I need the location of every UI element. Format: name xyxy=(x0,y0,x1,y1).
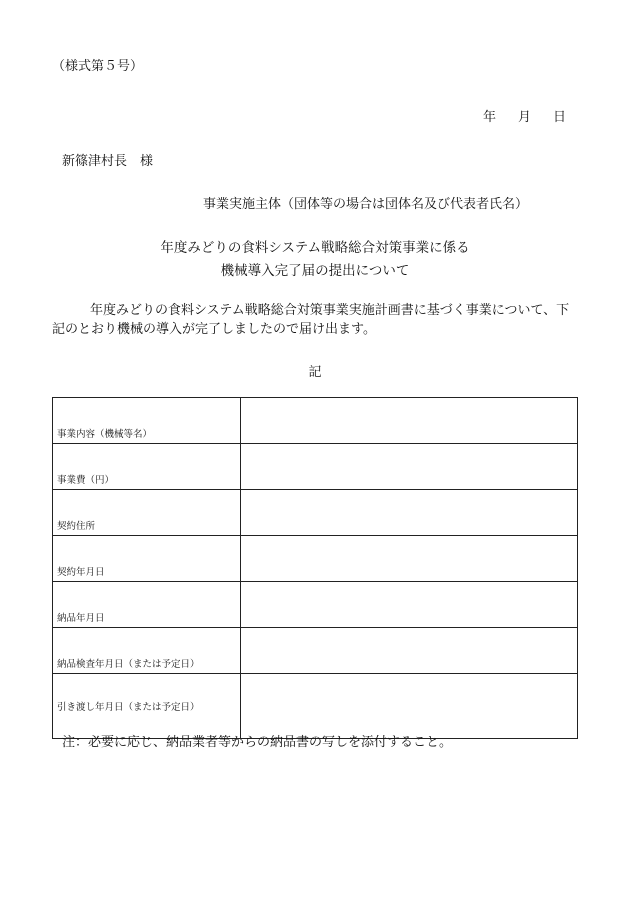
date-month: 月 xyxy=(517,110,531,125)
table-row xyxy=(53,536,578,582)
table-value-field[interactable] xyxy=(241,582,578,628)
table-row xyxy=(53,398,578,444)
table-label: 契約年月日 xyxy=(53,536,241,582)
table-label: 事業内容（機械等名） xyxy=(53,398,241,444)
table-label: 事業費（円） xyxy=(53,444,241,490)
table-label: 納品年月日 xyxy=(53,582,241,628)
body-paragraph: 年度みどりの食料システム戦略総合対策事業実施計画書に基づく事業について、下記のとおり機械の導入が完了しましたので届け出ます。 xyxy=(52,303,570,337)
table-row xyxy=(53,628,578,674)
applicant-label: 事業実施主体（団体等の場合は団体名及び代表者氏名） xyxy=(203,197,529,212)
ki-heading: 記 xyxy=(308,365,322,380)
date-day: 日 xyxy=(552,110,566,125)
date-line xyxy=(483,106,566,125)
table-row xyxy=(53,582,578,628)
table-value-field[interactable] xyxy=(241,398,578,444)
info-table xyxy=(52,397,578,739)
recipient: 新篠津村長 様 xyxy=(62,154,154,169)
footnote: 注：必要に応じ、納品業者等からの納品書の写しを添付すること。 xyxy=(62,735,453,750)
date-year: 年 xyxy=(482,110,496,125)
document-title-line-2: 機械導入完了届の提出について xyxy=(220,263,410,279)
table-row xyxy=(53,490,578,536)
table-label: 引き渡し年月日（または予定日） xyxy=(53,674,241,739)
table-value-field[interactable] xyxy=(241,536,578,582)
table-value-field[interactable] xyxy=(241,444,578,490)
table-value-field[interactable] xyxy=(241,628,578,674)
document-title-line-1: 年度みどりの食料システム戦略総合対策事業に係る xyxy=(160,240,470,256)
table-row xyxy=(53,444,578,490)
table-label: 納品検査年月日（または予定日） xyxy=(53,628,241,674)
table-row xyxy=(53,674,578,739)
table-value-field[interactable] xyxy=(241,674,578,739)
table-label: 契約住所 xyxy=(53,490,241,536)
form-number: （様式第５号） xyxy=(52,59,144,74)
table-value-field[interactable] xyxy=(241,490,578,536)
